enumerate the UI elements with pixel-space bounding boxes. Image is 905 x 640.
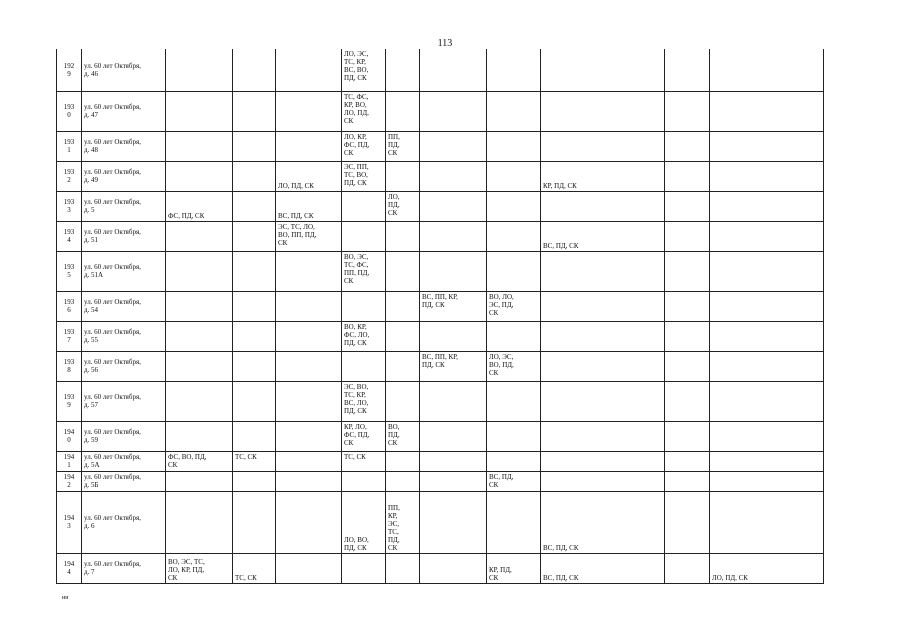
table-row [57,49,824,91]
code-cell [710,471,824,491]
code-cell [233,381,276,421]
code-cell: ЛО, КР, ФС, ПД, СК [342,131,386,161]
code-cell [541,421,665,451]
code-cell [487,421,541,451]
data-table [56,49,824,584]
code-cell [710,491,824,553]
code-cell [166,251,233,291]
code-cell [665,491,710,553]
code-cell [420,91,487,131]
code-cell [166,491,233,553]
code-cell [342,291,386,321]
code-cell [386,553,420,583]
code-cell [487,491,541,553]
code-cell: ВС, ПП, КР, ПД, СК [420,291,487,321]
code-cell [487,221,541,251]
code-cell [276,251,342,291]
code-cell [487,451,541,471]
code-cell [665,451,710,471]
address-cell: ул. 60 лет Октября, д. 51А [82,251,166,291]
code-cell [233,161,276,191]
code-cell [710,161,824,191]
address-cell: ул. 60 лет Октября, д. 5Б [82,471,166,491]
row-number-cell: 193 6 [57,291,82,321]
code-cell [276,321,342,351]
code-cell [541,291,665,321]
row-number-cell: 194 0 [57,421,82,451]
code-cell: ВО, ПД, СК [386,421,420,451]
code-cell: ТС, СК [233,553,276,583]
row-number-cell: 194 3 [57,491,82,553]
table-row [57,221,824,251]
code-cell: ВС, ПД, СК [541,491,665,553]
table-row [57,471,824,491]
code-cell: ВО, ЭС, ТС, ФС, ПП, ПД, СК [342,251,386,291]
code-cell: ПП, ПД, СК [386,131,420,161]
code-cell: ВС, ПД, СК [541,221,665,251]
code-cell [487,321,541,351]
code-cell [710,91,824,131]
row-number-cell: 192 9 [57,49,82,91]
code-cell [665,91,710,131]
code-cell [276,451,342,471]
code-cell [665,131,710,161]
code-cell [166,161,233,191]
code-cell [487,91,541,131]
row-number-cell: 193 8 [57,351,82,381]
code-cell [710,251,824,291]
code-cell: ЭС, ТС, ЛО, ВО, ПП, ПД, СК [276,221,342,251]
code-cell [166,321,233,351]
code-cell [276,351,342,381]
code-cell [233,251,276,291]
code-cell [710,321,824,351]
table-row [57,91,824,131]
code-cell [276,491,342,553]
code-cell [541,49,665,91]
code-cell [233,421,276,451]
code-cell [541,321,665,351]
code-cell [166,471,233,491]
row-number-cell: 193 5 [57,251,82,291]
code-cell [665,221,710,251]
code-cell [541,351,665,381]
code-cell [420,221,487,251]
code-cell [276,131,342,161]
code-cell [710,381,824,421]
code-cell [386,221,420,251]
code-cell [342,191,386,221]
code-cell [420,49,487,91]
row-number-cell: 194 4 [57,553,82,583]
code-cell [166,291,233,321]
code-cell: ВС, ПП, КР, ПД, СК [420,351,487,381]
code-cell [665,251,710,291]
code-cell [342,221,386,251]
address-cell: ул. 60 лет Октября, д. 59 [82,421,166,451]
code-cell [386,381,420,421]
code-cell [276,291,342,321]
address-cell: ул. 60 лет Октября, д. 48 [82,131,166,161]
code-cell [276,471,342,491]
code-cell [386,49,420,91]
address-cell: ул. 60 лет Октября, д. 5 [82,191,166,221]
address-cell: ул. 60 лет Октября, д. 47 [82,91,166,131]
row-number-cell: 194 2 [57,471,82,491]
code-cell [386,321,420,351]
code-cell: ВО, ЛО, ЭС, ПД, СК [487,291,541,321]
code-cell [420,131,487,161]
address-cell: ул. 60 лет Октября, д. 6 [82,491,166,553]
code-cell [386,451,420,471]
code-cell [166,221,233,251]
code-cell [420,251,487,291]
code-cell [233,91,276,131]
code-cell [541,91,665,131]
code-cell [420,421,487,451]
code-cell [233,191,276,221]
code-cell [665,291,710,321]
row-number-cell: 193 0 [57,91,82,131]
code-cell [233,49,276,91]
code-cell [420,191,487,221]
table-row [57,421,824,451]
code-cell: ЛО, ПД, СК [276,161,342,191]
code-cell: ВО, ЭС, ТС, ЛО, КР, ПД, СК [166,553,233,583]
code-cell [233,491,276,553]
code-cell [233,351,276,381]
address-cell: ул. 60 лет Октября, д. 5А [82,451,166,471]
code-cell [420,161,487,191]
code-cell [420,471,487,491]
code-cell [665,191,710,221]
table-row [57,381,824,421]
code-cell [710,221,824,251]
code-cell: ПП, КР, ЭС, ТС, ПД, СК [386,491,420,553]
page-number: 113 [437,38,453,49]
code-cell [276,553,342,583]
code-cell [233,291,276,321]
code-cell [541,131,665,161]
code-cell [276,49,342,91]
table-row [57,291,824,321]
code-cell [541,381,665,421]
code-cell: КР, ПД, СК [541,161,665,191]
code-cell [710,451,824,471]
code-cell [420,491,487,553]
code-cell [541,471,665,491]
code-cell [233,221,276,251]
code-cell [233,471,276,491]
code-cell [710,351,824,381]
code-cell [487,191,541,221]
table-row [57,491,824,553]
code-cell [276,381,342,421]
code-cell [420,381,487,421]
code-cell [665,471,710,491]
code-cell: ТС, СК [342,451,386,471]
code-cell: КР, ПД, СК [487,553,541,583]
code-cell: КР, ЛО, ФС, ПД, СК [342,421,386,451]
address-cell: ул. 60 лет Октября, д. 51 [82,221,166,251]
code-cell [420,553,487,583]
code-cell [487,131,541,161]
address-cell: ул. 60 лет Октября, д. 7 [82,553,166,583]
code-cell [166,49,233,91]
table-row [57,131,824,161]
address-cell: ул. 60 лет Октября, д. 57 [82,381,166,421]
code-cell [665,381,710,421]
code-cell: ЛО, ЭС, ТС, КР, ВС, ВО, ПД, СК [342,49,386,91]
table-row [57,351,824,381]
footer-mark: ин [62,595,69,601]
code-cell [276,91,342,131]
address-cell: ул. 60 лет Октября, д. 49 [82,161,166,191]
table-row [57,191,824,221]
code-cell [541,251,665,291]
code-cell [166,351,233,381]
code-cell: ТС, СК [233,451,276,471]
code-cell: ВС, ПД, СК [541,553,665,583]
code-cell [276,421,342,451]
code-cell [342,553,386,583]
address-cell: ул. 60 лет Октября, д. 55 [82,321,166,351]
address-cell: ул. 60 лет Октября, д. 56 [82,351,166,381]
code-cell [541,191,665,221]
code-cell [665,351,710,381]
code-cell [386,471,420,491]
row-number-cell: 193 2 [57,161,82,191]
code-cell [487,381,541,421]
code-cell [541,451,665,471]
code-cell [233,131,276,161]
code-cell [665,49,710,91]
row-number-cell: 193 7 [57,321,82,351]
code-cell [386,251,420,291]
table-row [57,321,824,351]
code-cell: ФС, ПД, СК [166,191,233,221]
code-cell [487,49,541,91]
code-cell [710,131,824,161]
code-cell [487,251,541,291]
row-number-cell: 194 1 [57,451,82,471]
code-cell: ЛО, ЭС, ВО, ПД, СК [487,351,541,381]
code-cell: ЭС, ПП, ТС, ВО, ПД, СК [342,161,386,191]
code-cell [386,351,420,381]
address-cell: ул. 60 лет Октября, д. 54 [82,291,166,321]
table-row [57,161,824,191]
row-number-cell: 193 1 [57,131,82,161]
code-cell: ЛО, ПД, СК [710,553,824,583]
code-cell: ФС, ВО, ПД, СК [166,451,233,471]
code-cell [665,161,710,191]
code-cell: ВС, ПД, СК [487,471,541,491]
code-cell [665,421,710,451]
code-cell [166,131,233,161]
code-cell: ВС, ПД, СК [276,191,342,221]
code-cell [166,91,233,131]
code-cell: ЛО, ВО, ПД, СК [342,491,386,553]
code-cell [386,161,420,191]
code-cell [166,421,233,451]
code-cell [386,91,420,131]
row-number-cell: 193 9 [57,381,82,421]
code-cell [420,451,487,471]
code-cell: ЭС, ВО, ТС, КР, ВС, ЛО, ПД, СК [342,381,386,421]
code-cell [487,161,541,191]
table-row [57,251,824,291]
row-number-cell: 193 3 [57,191,82,221]
code-cell [233,321,276,351]
code-cell [342,471,386,491]
code-cell [665,321,710,351]
code-cell [710,191,824,221]
code-cell [710,49,824,91]
code-cell: ЛО, ПД, СК [386,191,420,221]
code-cell: ТС, ФС, КР, ВО, ЛО, ПД, СК [342,91,386,131]
table-row [57,451,824,471]
code-cell [665,553,710,583]
code-cell [166,381,233,421]
code-cell [342,351,386,381]
code-cell [420,321,487,351]
row-number-cell: 193 4 [57,221,82,251]
code-cell [710,291,824,321]
code-cell [386,291,420,321]
code-cell [710,421,824,451]
code-cell: ВО, КР, ФС, ЛО, ПД, СК [342,321,386,351]
table-row [57,553,824,583]
address-cell: ул. 60 лет Октября, д. 46 [82,49,166,91]
